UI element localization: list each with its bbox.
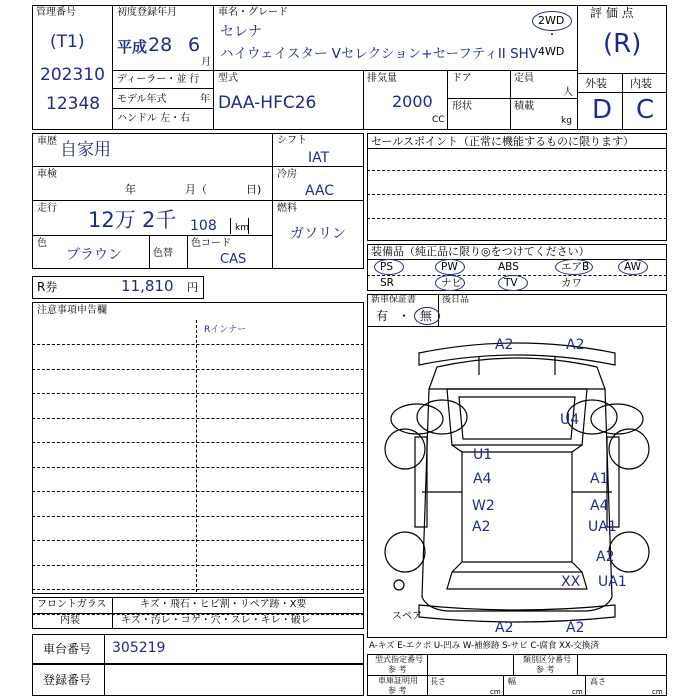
warranty-dot: ・ (398, 309, 411, 323)
model-code: DAA-HFC26 (218, 93, 317, 113)
notes-frame (32, 302, 364, 594)
notes-line (32, 418, 364, 419)
nagasa-cm: cm (490, 688, 501, 696)
teiin-label: 定員 (514, 73, 534, 84)
gaiso-label: 外装 (585, 77, 607, 90)
car-name: セレナ (220, 24, 262, 40)
goukei-label: 後日品 (442, 295, 470, 305)
damage-mark: A2 (566, 620, 585, 636)
dealer-label: ディーラー・並 行 (117, 74, 200, 85)
equip-item: SR (380, 277, 394, 289)
front-glass-label: フロントガラス (37, 599, 107, 610)
rken-label: R券 (37, 280, 58, 294)
sekisai-unit: kg (561, 116, 572, 126)
header-frame (32, 5, 667, 130)
warranty-yes: 有 (376, 309, 389, 323)
shaken-label: 車検 (37, 169, 57, 180)
drive-4wd: 4WD (538, 45, 565, 58)
shodo-label: 初度登録年月 (117, 7, 177, 18)
equip-circle (555, 259, 593, 275)
notes-label: 注意事項申告欄 (37, 305, 107, 316)
fuel-label: 燃料 (277, 203, 297, 214)
equip-item: AW (624, 261, 641, 273)
interior-grade: C (636, 95, 655, 125)
damage-mark: XX (561, 574, 581, 590)
km-unit: km (235, 223, 249, 233)
mileage-km: 108 (190, 218, 217, 234)
registration-label: 登録番号 (43, 673, 92, 687)
equip-item: ABS (498, 261, 519, 273)
color-label: 色 (37, 238, 47, 249)
shousho-sub: 参 考 (388, 686, 407, 695)
equip-label: 装備品（純正品に限り◎をつけてください） (371, 245, 590, 258)
notes-entry: Rインナー (204, 325, 247, 335)
notes-line (32, 491, 364, 492)
naiso-items: キズ・汚レ・コゲ・穴・スレ・キレ・破レ (121, 615, 311, 626)
equip-item: エアB (561, 261, 590, 273)
shift: IAT (308, 150, 330, 166)
month: 6 (188, 34, 201, 56)
color: ブラウン (66, 247, 122, 263)
spare-label: スペア (392, 611, 422, 622)
rken-value: 11,810 (121, 277, 174, 295)
door-label: ドア (452, 73, 472, 84)
damage-mark: A2 (495, 337, 514, 353)
color-code: CAS (220, 252, 247, 267)
irokae-label: 色替 (153, 248, 173, 259)
kanri-label: 管理番号 (36, 7, 76, 18)
model-year-unit: 年 (200, 94, 210, 105)
rken-frame (32, 276, 204, 299)
score: (R) (603, 29, 642, 59)
shousho-label: 車庫証明用 (378, 676, 418, 685)
ruibetsu-label: 類別区分番号 (523, 655, 571, 664)
warranty-no: 無 (420, 309, 433, 323)
legend: A-キズ E-エクボ U-凹み W-補修跡 S-サビ C-腐食 XX-交換済 (369, 641, 599, 651)
naiso-bottom-label: 内装 (60, 615, 80, 626)
month-unit: 月 (201, 57, 211, 68)
katachi-label: 形状 (452, 101, 472, 112)
damage-mark: A2 (566, 337, 585, 353)
notes-line (32, 442, 364, 443)
cooler-label: 冷房 (277, 169, 297, 180)
damage-mark: U1 (473, 447, 493, 463)
equip-circle (435, 259, 465, 275)
drive-dot: ・ (547, 30, 557, 41)
shaken-tsuki: 月（ (185, 183, 207, 196)
mileage-label: 走行 (37, 203, 57, 214)
equip-item: カワ (561, 277, 582, 289)
displacement-label: 排気量 (367, 73, 397, 84)
color-code-label: 色コード (191, 238, 231, 249)
equip-item: ナビ (441, 277, 462, 289)
displacement-unit: CC (432, 115, 445, 125)
naiso-label: 内装 (630, 77, 652, 90)
damage-mark: UA1 (598, 574, 627, 590)
equip-circle (498, 275, 528, 291)
haba-cm: cm (572, 688, 583, 696)
haba-label: 幅 (508, 677, 516, 686)
equip-item: PS (380, 261, 393, 273)
fuel: ガソリン (290, 226, 346, 242)
notes-line (32, 393, 364, 394)
notes-line (32, 344, 364, 345)
equip-item: TV (504, 277, 518, 289)
handle-label: ハンドル 左・右 (117, 113, 191, 124)
chassis-label: 車台番号 (43, 642, 92, 656)
cooler: AAC (305, 183, 335, 199)
shift-label: シフト (277, 135, 307, 146)
damage-mark: A2 (495, 620, 514, 636)
sekisai-label: 積載 (514, 101, 534, 112)
displacement: 2000 (392, 92, 433, 111)
mileage-sen: 2千 (142, 208, 177, 232)
model-year-label: モデル年式 (117, 94, 167, 105)
equip-item: PW (441, 261, 458, 273)
exterior-grade: D (592, 95, 613, 125)
warranty-circle (414, 307, 440, 325)
damage-mark: W2 (472, 498, 495, 514)
nagasa-label: 長さ (430, 677, 446, 686)
chassis-no: 305219 (112, 640, 166, 656)
damage-mark: A2 (472, 519, 491, 535)
shareki-label: 車歴 (37, 136, 57, 147)
notes-line (32, 516, 364, 517)
damage-mark: A2 (596, 549, 615, 565)
damage-mark: UA1 (588, 519, 617, 535)
kanri-no1: 202310 (40, 65, 105, 85)
kanri-no2: 12348 (46, 94, 101, 114)
takasa-label: 高さ (590, 677, 606, 686)
notes-line (32, 369, 364, 370)
warranty-label: 新車保証書 (371, 295, 417, 305)
notes-line (32, 589, 364, 590)
keishiki-label: 型式指定番号 (375, 655, 423, 664)
teiin-unit: 人 (563, 87, 573, 98)
kata-label: 型式 (218, 73, 238, 84)
takasa-cm: cm (652, 688, 663, 696)
notes-line (32, 565, 364, 566)
equip-circle (374, 259, 404, 275)
damage-mark: A4 (590, 498, 609, 514)
grade: ハイウェイスター Vセレクション+セーフティII SHV (220, 46, 539, 62)
notes-line (32, 540, 364, 541)
era: 平成 (117, 38, 148, 56)
shaken-nen: 年 (125, 183, 136, 196)
sales-frame (367, 133, 667, 241)
notes-line (32, 467, 364, 468)
damage-mark: A4 (473, 471, 492, 487)
shamei-label: 車名・グレード (218, 7, 288, 18)
damage-mark: A1 (590, 471, 609, 487)
sales-label: セールスポイント（正常に機能するものに限ります） (371, 135, 635, 148)
keishiki-sub: 参 考 (388, 665, 407, 674)
rken-unit: 円 (187, 281, 198, 294)
equip-circle (618, 259, 648, 275)
shaken-hi: 日) (246, 183, 262, 196)
shareki: 自家用 (60, 140, 111, 160)
drive-2wd: 2WD (538, 14, 565, 27)
mileage-man: 12万 (88, 208, 136, 232)
hyoka-label: 評 価 点 (590, 6, 634, 20)
ruibetsu-sub: 参 考 (536, 665, 555, 674)
equip-circle (435, 275, 465, 291)
year: 28 (148, 34, 173, 56)
kanri-t: (T1) (50, 32, 85, 52)
front-glass-items: キズ・飛石・ヒビ割・リペア跡・X要 (140, 599, 307, 610)
damage-mark: U4 (560, 412, 580, 428)
